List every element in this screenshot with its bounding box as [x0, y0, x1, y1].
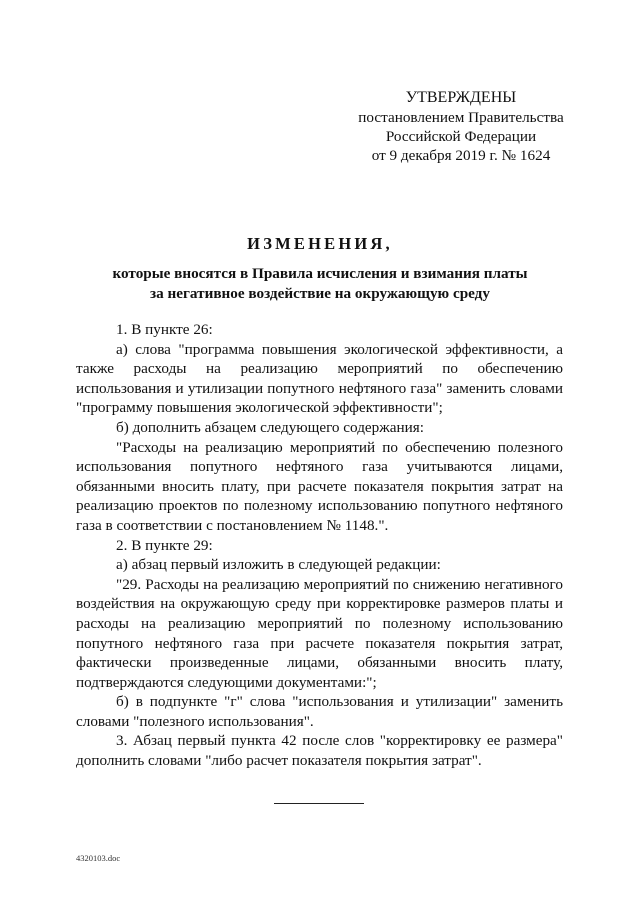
approval-line-3: от 9 декабря 2019 г. № 1624 — [371, 147, 551, 164]
document-body — [76, 320, 563, 771]
paragraph-item-3: 3. Абзац первый пункта 42 после слов "корректировку ее размера" дополнить словами "либо расчет показателя покрытия затрат". — [76, 732, 563, 770]
paragraph-item-2: 2. В пункте 29: — [116, 536, 213, 554]
paragraph-quote-2: "29. Расходы на реализацию мероприятий по снижению негативного воздействия на окружающую среду при корректировке размеров платы и расходы на реализацию мероприятий по полезному использованию попутного нефтяного газа при расчете показателя покрытия затрат, фактически произведенные лицами, обязанными вносить плату, подтверждаются следующими документами:"; — [76, 575, 563, 691]
footer-filename: 4320103.doc — [76, 853, 121, 863]
paragraph-item-1: 1. В пункте 26: — [116, 321, 213, 338]
document-subtitle-line-1: которые вносятся в Правила исчисления и взимания платы — [112, 265, 528, 282]
approval-block — [330, 88, 592, 165]
paragraph-item-1a: а) слова "программа повышения экологической эффективности, а также расходы на реализацию мероприятий по обеспечению использования и утилизации попутного нефтяного газа" заменить словами "программу повышения экологической эффективности"; — [76, 340, 563, 417]
paragraph-quote-1: "Расходы на реализацию мероприятий по обеспечению полезного использования попутного нефтяного газа учитываются лицами, обязанными вносить плату, при расчете показателя покрытия затрат на реализацию проектов по полезному использованию попутного нефтяного газа в соответствии с постановлением № 1148.". — [76, 438, 563, 534]
approval-line-1: постановлением Правительства — [358, 109, 564, 126]
paragraph-item-2b: б) в подпункте "г" слова "использования и утилизации" заменить словами "полезного использования". — [76, 693, 563, 730]
separator-line — [274, 803, 364, 804]
document-subtitle-line-2: за негативное воздействие на окружающую среду — [150, 284, 490, 302]
document-title: ИЗМЕНЕНИЯ, — [247, 234, 393, 253]
document-title-block — [70, 234, 570, 303]
approval-heading: УТВЕРЖДЕНЫ — [405, 89, 517, 106]
paragraph-item-1b: б) дополнить абзацем следующего содержания: — [116, 418, 424, 436]
approval-line-2: Российской Федерации — [385, 128, 537, 145]
paragraph-item-2a: а) абзац первый изложить в следующей редакции: — [116, 556, 441, 574]
